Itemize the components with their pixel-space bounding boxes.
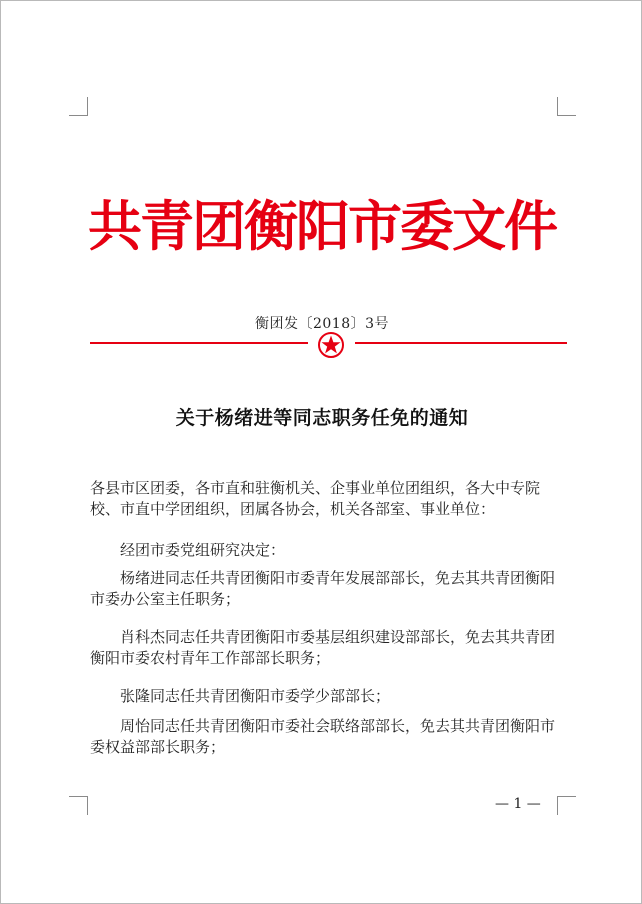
body-paragraph: 张隆同志任共青团衡阳市委学少部部长； [120,687,391,705]
paragraph-text: 杨绪进同志任共青团衡阳市委青年发展部部长，免去其共青团衡阳市委办公室主任职务； [90,569,556,608]
paragraph-text: 周怡同志任共青团衡阳市委社会联络部部长，免去其共青团衡阳市委权益部部长职务； [90,717,556,756]
red-divider-right [355,342,567,344]
document-number: 衡团发〔2018〕3号 [254,316,390,332]
org-header-title: 共青团衡阳市委文件 [88,194,556,258]
crop-mark-top-left [69,97,88,116]
red-divider-left [90,342,308,344]
page-number: — 1 — [495,796,541,812]
body-paragraph [90,716,560,758]
crop-mark-bottom-right [557,796,576,815]
body-paragraph [90,568,560,610]
crop-mark-bottom-left [69,796,88,815]
paragraph-text: 肖科杰同志任共青团衡阳市委基层组织建设部部长，免去其共青团衡阳市委农村青年工作部部长职务； [90,628,556,667]
body-paragraph: 经团市委党组研究决定： [120,541,286,559]
addressee-text: 各县市区团委，各市直和驻衡机关、企事业单位团组织，各大中专院校、市直中学团组织，团属各协会，机关各部室、事业单位： [90,479,541,518]
crop-mark-top-right [557,97,576,116]
notice-title: 关于杨绪进等同志职务任免的通知 [175,407,469,429]
red-star-icon [318,332,344,358]
body-paragraph [90,627,560,669]
